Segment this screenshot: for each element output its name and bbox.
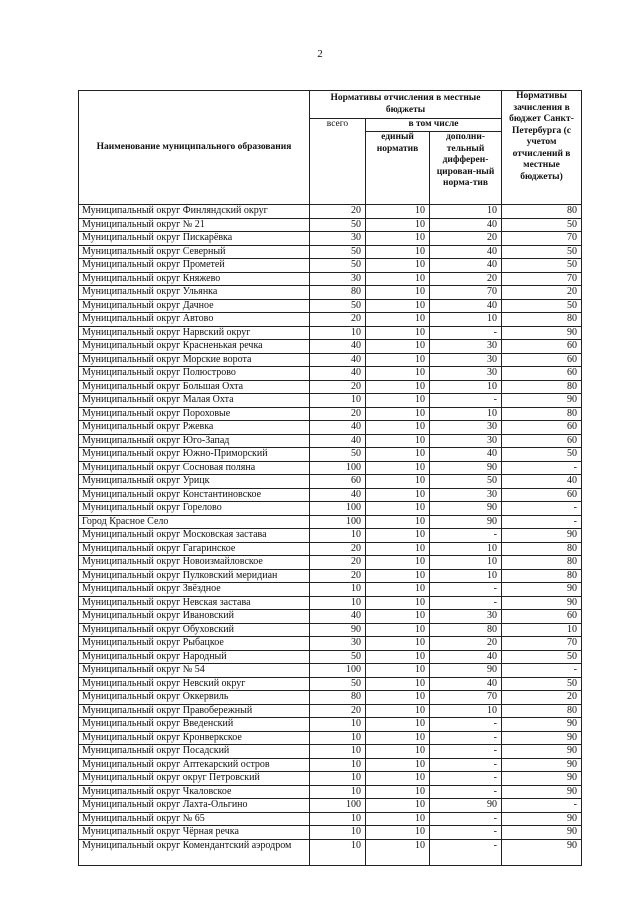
spb-norm-cell: - — [502, 799, 582, 813]
municipality-name-cell: Муниципальный округ Финляндский округ — [79, 205, 310, 219]
table-row — [79, 421, 582, 435]
additional-norm-cell: 20 — [430, 232, 502, 246]
table-row — [79, 488, 582, 502]
spb-norm-cell: 90 — [502, 731, 582, 745]
additional-norm-cell: 30 — [430, 367, 502, 381]
spb-norm-cell: 60 — [502, 340, 582, 354]
municipality-name-cell: Муниципальный округ Нарвский округ — [79, 326, 310, 340]
unified-norm-cell: 10 — [366, 758, 430, 772]
total-norm-cell: 20 — [310, 380, 366, 394]
total-norm-cell: 40 — [310, 610, 366, 624]
spb-norm-cell: 80 — [502, 556, 582, 570]
table-row — [79, 205, 582, 219]
table-row — [79, 353, 582, 367]
municipality-name-cell: Муниципальный округ Автово — [79, 313, 310, 327]
header-additional-norm: дополни-тельный дифферен-цирован-ный норма-тив — [430, 132, 502, 205]
table-row — [79, 461, 582, 475]
table-row — [79, 569, 582, 583]
municipality-name-cell: Муниципальный округ № 54 — [79, 664, 310, 678]
total-norm-cell: 10 — [310, 745, 366, 759]
table-row — [79, 299, 582, 313]
additional-norm-cell: - — [430, 583, 502, 597]
municipality-name-cell: Муниципальный округ Кронверкское — [79, 731, 310, 745]
table-row — [79, 799, 582, 813]
total-norm-cell: 10 — [310, 758, 366, 772]
total-norm-cell: 10 — [310, 812, 366, 826]
additional-norm-cell: 20 — [430, 637, 502, 651]
municipality-name-cell: Муниципальный округ Большая Охта — [79, 380, 310, 394]
total-norm-cell: 10 — [310, 839, 366, 865]
spb-norm-cell: 80 — [502, 569, 582, 583]
municipality-name-cell: Муниципальный округ Обуховский — [79, 623, 310, 637]
unified-norm-cell: 10 — [366, 232, 430, 246]
table-row — [79, 772, 582, 786]
table-row — [79, 826, 582, 840]
header-spb-budget: Нормативы зачисления в бюджет Санкт-Петербурга (с учетом отчислений в местные бюджеты) — [502, 91, 582, 205]
spb-norm-cell: 60 — [502, 610, 582, 624]
municipality-name-cell: Муниципальный округ Правобережный — [79, 704, 310, 718]
table-row — [79, 839, 582, 865]
total-norm-cell: 20 — [310, 205, 366, 219]
additional-norm-cell: 10 — [430, 556, 502, 570]
total-norm-cell: 40 — [310, 434, 366, 448]
spb-norm-cell: 50 — [502, 245, 582, 259]
total-norm-cell: 50 — [310, 448, 366, 462]
table-row — [79, 245, 582, 259]
total-norm-cell: 40 — [310, 488, 366, 502]
total-norm-cell: 20 — [310, 569, 366, 583]
additional-norm-cell: - — [430, 718, 502, 732]
additional-norm-cell: 90 — [430, 799, 502, 813]
municipality-name-cell: Муниципальный округ Оккервиль — [79, 691, 310, 705]
spb-norm-cell: 50 — [502, 299, 582, 313]
municipality-name-cell: Муниципальный округ Аптекарский остров — [79, 758, 310, 772]
spb-norm-cell: 50 — [502, 218, 582, 232]
additional-norm-cell: 10 — [430, 542, 502, 556]
additional-norm-cell: 70 — [430, 691, 502, 705]
total-norm-cell: 80 — [310, 286, 366, 300]
additional-norm-cell: - — [430, 529, 502, 543]
table-row — [79, 583, 582, 597]
total-norm-cell: 50 — [310, 677, 366, 691]
budget-norms-table — [78, 90, 582, 866]
spb-norm-cell: 90 — [502, 745, 582, 759]
spb-norm-cell: 80 — [502, 313, 582, 327]
additional-norm-cell: - — [430, 731, 502, 745]
total-norm-cell: 60 — [310, 475, 366, 489]
unified-norm-cell: 10 — [366, 691, 430, 705]
municipality-name-cell: Муниципальный округ Народный — [79, 650, 310, 664]
total-norm-cell: 40 — [310, 340, 366, 354]
unified-norm-cell: 10 — [366, 205, 430, 219]
total-norm-cell: 30 — [310, 232, 366, 246]
header-including: в том числе — [366, 119, 502, 132]
additional-norm-cell: 70 — [430, 286, 502, 300]
unified-norm-cell: 10 — [366, 313, 430, 327]
total-norm-cell: 50 — [310, 259, 366, 273]
unified-norm-cell: 10 — [366, 839, 430, 865]
additional-norm-cell: 30 — [430, 488, 502, 502]
table-row — [79, 785, 582, 799]
unified-norm-cell: 10 — [366, 529, 430, 543]
unified-norm-cell: 10 — [366, 704, 430, 718]
total-norm-cell: 10 — [310, 583, 366, 597]
unified-norm-cell: 10 — [366, 650, 430, 664]
municipality-name-cell: Муниципальный округ Южно-Приморский — [79, 448, 310, 462]
unified-norm-cell: 10 — [366, 272, 430, 286]
table-row — [79, 596, 582, 610]
table-row — [79, 731, 582, 745]
additional-norm-cell: 30 — [430, 353, 502, 367]
additional-norm-cell: 30 — [430, 434, 502, 448]
municipality-name-cell: Муниципальный округ Горелово — [79, 502, 310, 516]
header-local-budgets: Нормативы отчисления в местные бюджеты — [310, 91, 502, 119]
total-norm-cell: 40 — [310, 367, 366, 381]
municipality-name-cell: Муниципальный округ Прометей — [79, 259, 310, 273]
additional-norm-cell: 30 — [430, 610, 502, 624]
unified-norm-cell: 10 — [366, 340, 430, 354]
unified-norm-cell: 10 — [366, 583, 430, 597]
unified-norm-cell: 10 — [366, 448, 430, 462]
unified-norm-cell: 10 — [366, 785, 430, 799]
additional-norm-cell: - — [430, 785, 502, 799]
table-row — [79, 718, 582, 732]
total-norm-cell: 100 — [310, 461, 366, 475]
total-norm-cell: 20 — [310, 407, 366, 421]
municipality-name-cell: Муниципальный округ Комендантский аэродром — [79, 839, 310, 865]
total-norm-cell: 50 — [310, 650, 366, 664]
total-norm-cell: 20 — [310, 556, 366, 570]
spb-norm-cell: 50 — [502, 448, 582, 462]
additional-norm-cell: 90 — [430, 502, 502, 516]
total-norm-cell: 10 — [310, 394, 366, 408]
table-row — [79, 745, 582, 759]
additional-norm-cell: - — [430, 772, 502, 786]
header-total: всего — [310, 119, 366, 205]
unified-norm-cell: 10 — [366, 610, 430, 624]
total-norm-cell: 90 — [310, 623, 366, 637]
table-row — [79, 515, 582, 529]
total-norm-cell: 10 — [310, 596, 366, 610]
unified-norm-cell: 10 — [366, 421, 430, 435]
municipality-name-cell: Муниципальный округ Княжево — [79, 272, 310, 286]
total-norm-cell: 50 — [310, 299, 366, 313]
unified-norm-cell: 10 — [366, 394, 430, 408]
spb-norm-cell: 90 — [502, 758, 582, 772]
unified-norm-cell: 10 — [366, 502, 430, 516]
spb-norm-cell: 80 — [502, 205, 582, 219]
unified-norm-cell: 10 — [366, 380, 430, 394]
municipality-name-cell: Муниципальный округ Морские ворота — [79, 353, 310, 367]
unified-norm-cell: 10 — [366, 637, 430, 651]
spb-norm-cell: - — [502, 515, 582, 529]
municipality-name-cell: Муниципальный округ Звёздное — [79, 583, 310, 597]
municipality-name-cell: Муниципальный округ Полюстрово — [79, 367, 310, 381]
table-row — [79, 286, 582, 300]
spb-norm-cell: 90 — [502, 583, 582, 597]
total-norm-cell: 10 — [310, 529, 366, 543]
total-norm-cell: 80 — [310, 691, 366, 705]
unified-norm-cell: 10 — [366, 826, 430, 840]
additional-norm-cell: 10 — [430, 380, 502, 394]
additional-norm-cell: 50 — [430, 475, 502, 489]
spb-norm-cell: - — [502, 664, 582, 678]
unified-norm-cell: 10 — [366, 299, 430, 313]
spb-norm-cell: 10 — [502, 623, 582, 637]
spb-norm-cell: - — [502, 461, 582, 475]
municipality-name-cell: Муниципальный округ № 65 — [79, 812, 310, 826]
table-row — [79, 677, 582, 691]
total-norm-cell: 100 — [310, 799, 366, 813]
unified-norm-cell: 10 — [366, 286, 430, 300]
table-row — [79, 313, 582, 327]
unified-norm-cell: 10 — [366, 812, 430, 826]
table-row — [79, 556, 582, 570]
total-norm-cell: 40 — [310, 421, 366, 435]
additional-norm-cell: 90 — [430, 461, 502, 475]
page-number: 2 — [317, 48, 323, 60]
spb-norm-cell: 80 — [502, 380, 582, 394]
additional-norm-cell: - — [430, 826, 502, 840]
total-norm-cell: 50 — [310, 218, 366, 232]
total-norm-cell: 10 — [310, 826, 366, 840]
table-row — [79, 637, 582, 651]
table-row — [79, 326, 582, 340]
unified-norm-cell: 10 — [366, 407, 430, 421]
table-row — [79, 407, 582, 421]
municipality-name-cell: Муниципальный округ Невский округ — [79, 677, 310, 691]
additional-norm-cell: 30 — [430, 421, 502, 435]
municipality-name-cell: Муниципальный округ Чёрная речка — [79, 826, 310, 840]
table-row — [79, 434, 582, 448]
table-row — [79, 394, 582, 408]
unified-norm-cell: 10 — [366, 596, 430, 610]
unified-norm-cell: 10 — [366, 353, 430, 367]
additional-norm-cell: - — [430, 812, 502, 826]
additional-norm-cell: - — [430, 326, 502, 340]
spb-norm-cell: 90 — [502, 718, 582, 732]
additional-norm-cell: 10 — [430, 205, 502, 219]
municipality-name-cell: Муниципальный округ Введенский — [79, 718, 310, 732]
additional-norm-cell: - — [430, 758, 502, 772]
total-norm-cell: 20 — [310, 704, 366, 718]
spb-norm-cell: 90 — [502, 394, 582, 408]
total-norm-cell: 10 — [310, 731, 366, 745]
header-unified-norm: единый норматив — [366, 132, 430, 205]
table-row — [79, 367, 582, 381]
additional-norm-cell: 40 — [430, 448, 502, 462]
table-row — [79, 448, 582, 462]
total-norm-cell: 50 — [310, 245, 366, 259]
total-norm-cell: 100 — [310, 664, 366, 678]
municipality-name-cell: Муниципальный округ Чкаловское — [79, 785, 310, 799]
municipality-name-cell: Муниципальный округ Рыбацкое — [79, 637, 310, 651]
table-row — [79, 758, 582, 772]
municipality-name-cell: Муниципальный округ Малая Охта — [79, 394, 310, 408]
additional-norm-cell: 30 — [430, 340, 502, 354]
spb-norm-cell: 90 — [502, 839, 582, 865]
spb-norm-cell: 60 — [502, 488, 582, 502]
additional-norm-cell: 40 — [430, 677, 502, 691]
unified-norm-cell: 10 — [366, 515, 430, 529]
unified-norm-cell: 10 — [366, 218, 430, 232]
spb-norm-cell: 90 — [502, 596, 582, 610]
municipality-name-cell: Муниципальный округ Пискарёвка — [79, 232, 310, 246]
spb-norm-cell: 90 — [502, 785, 582, 799]
spb-norm-cell: 80 — [502, 542, 582, 556]
municipality-name-cell: Город Красное Село — [79, 515, 310, 529]
additional-norm-cell: 90 — [430, 664, 502, 678]
unified-norm-cell: 10 — [366, 461, 430, 475]
table-body — [79, 205, 582, 866]
unified-norm-cell: 10 — [366, 434, 430, 448]
spb-norm-cell: 50 — [502, 677, 582, 691]
total-norm-cell: 10 — [310, 326, 366, 340]
municipality-name-cell: Муниципальный округ Лахта-Ольгино — [79, 799, 310, 813]
municipality-name-cell: Муниципальный округ Сосновая поляна — [79, 461, 310, 475]
additional-norm-cell: - — [430, 839, 502, 865]
table-row — [79, 704, 582, 718]
unified-norm-cell: 10 — [366, 259, 430, 273]
spb-norm-cell: 60 — [502, 367, 582, 381]
spb-norm-cell: 70 — [502, 272, 582, 286]
table-row — [79, 664, 582, 678]
spb-norm-cell: 80 — [502, 704, 582, 718]
spb-norm-cell: 60 — [502, 434, 582, 448]
unified-norm-cell: 10 — [366, 245, 430, 259]
municipality-name-cell: Муниципальный округ Ржевка — [79, 421, 310, 435]
table-row — [79, 475, 582, 489]
additional-norm-cell: 10 — [430, 407, 502, 421]
table-row — [79, 650, 582, 664]
municipality-name-cell: Муниципальный округ Константиновское — [79, 488, 310, 502]
spb-norm-cell: 90 — [502, 326, 582, 340]
unified-norm-cell: 10 — [366, 556, 430, 570]
spb-norm-cell: 20 — [502, 691, 582, 705]
unified-norm-cell: 10 — [366, 745, 430, 759]
additional-norm-cell: 20 — [430, 272, 502, 286]
additional-norm-cell: 40 — [430, 299, 502, 313]
spb-norm-cell: 80 — [502, 407, 582, 421]
unified-norm-cell: 10 — [366, 326, 430, 340]
total-norm-cell: 20 — [310, 313, 366, 327]
unified-norm-cell: 10 — [366, 475, 430, 489]
table-row — [79, 610, 582, 624]
total-norm-cell: 40 — [310, 353, 366, 367]
total-norm-cell: 30 — [310, 272, 366, 286]
spb-norm-cell: 60 — [502, 421, 582, 435]
unified-norm-cell: 10 — [366, 569, 430, 583]
unified-norm-cell: 10 — [366, 677, 430, 691]
spb-norm-cell: 50 — [502, 259, 582, 273]
spb-norm-cell: 70 — [502, 232, 582, 246]
municipality-name-cell: Муниципальный округ Ивановский — [79, 610, 310, 624]
additional-norm-cell: 40 — [430, 650, 502, 664]
municipality-name-cell: Муниципальный округ Новоизмайловское — [79, 556, 310, 570]
municipality-name-cell: Муниципальный округ Московская застава — [79, 529, 310, 543]
municipality-name-cell: Муниципальный округ Невская застава — [79, 596, 310, 610]
table-row — [79, 272, 582, 286]
municipality-name-cell: Муниципальный округ Пороховые — [79, 407, 310, 421]
unified-norm-cell: 10 — [366, 664, 430, 678]
table-row — [79, 380, 582, 394]
spb-norm-cell: 90 — [502, 772, 582, 786]
table-row — [79, 218, 582, 232]
unified-norm-cell: 10 — [366, 772, 430, 786]
spb-norm-cell: 20 — [502, 286, 582, 300]
municipality-name-cell: Муниципальный округ Урицк — [79, 475, 310, 489]
table-row — [79, 232, 582, 246]
table-row — [79, 529, 582, 543]
unified-norm-cell: 10 — [366, 718, 430, 732]
municipality-name-cell: Муниципальный округ Северный — [79, 245, 310, 259]
municipality-name-cell: Муниципальный округ № 21 — [79, 218, 310, 232]
municipality-name-cell: Муниципальный округ Посадский — [79, 745, 310, 759]
total-norm-cell: 30 — [310, 637, 366, 651]
additional-norm-cell: - — [430, 745, 502, 759]
additional-norm-cell: 40 — [430, 245, 502, 259]
total-norm-cell: 20 — [310, 542, 366, 556]
table-row — [79, 623, 582, 637]
municipality-name-cell: Муниципальный округ Ульянка — [79, 286, 310, 300]
spb-norm-cell: 40 — [502, 475, 582, 489]
total-norm-cell: 10 — [310, 772, 366, 786]
total-norm-cell: 100 — [310, 502, 366, 516]
table-row — [79, 542, 582, 556]
table-header — [79, 91, 582, 205]
total-norm-cell: 100 — [310, 515, 366, 529]
total-norm-cell: 10 — [310, 718, 366, 732]
table-row — [79, 812, 582, 826]
additional-norm-cell: - — [430, 394, 502, 408]
additional-norm-cell: - — [430, 596, 502, 610]
table-row — [79, 259, 582, 273]
additional-norm-cell: 80 — [430, 623, 502, 637]
additional-norm-cell: 90 — [430, 515, 502, 529]
unified-norm-cell: 10 — [366, 731, 430, 745]
additional-norm-cell: 10 — [430, 704, 502, 718]
table-row — [79, 691, 582, 705]
table-row — [79, 502, 582, 516]
header-name-column: Наименование муниципального образования — [79, 91, 310, 205]
municipality-name-cell: Муниципальный округ Юго-Запад — [79, 434, 310, 448]
municipality-name-cell: Муниципальный округ Дачное — [79, 299, 310, 313]
unified-norm-cell: 10 — [366, 367, 430, 381]
table-row — [79, 340, 582, 354]
spb-norm-cell: 60 — [502, 353, 582, 367]
additional-norm-cell: 10 — [430, 569, 502, 583]
municipality-name-cell: Муниципальный округ Красненькая речка — [79, 340, 310, 354]
unified-norm-cell: 10 — [366, 623, 430, 637]
spb-norm-cell: 70 — [502, 637, 582, 651]
unified-norm-cell: 10 — [366, 488, 430, 502]
municipality-name-cell: Муниципальный округ Гагаринское — [79, 542, 310, 556]
unified-norm-cell: 10 — [366, 542, 430, 556]
municipality-name-cell: Муниципальный округ округ Петровский — [79, 772, 310, 786]
spb-norm-cell: 90 — [502, 826, 582, 840]
spb-norm-cell: 90 — [502, 529, 582, 543]
additional-norm-cell: 40 — [430, 218, 502, 232]
spb-norm-cell: 50 — [502, 650, 582, 664]
spb-norm-cell: - — [502, 502, 582, 516]
additional-norm-cell: 40 — [430, 259, 502, 273]
unified-norm-cell: 10 — [366, 799, 430, 813]
spb-norm-cell: 90 — [502, 812, 582, 826]
municipality-name-cell: Муниципальный округ Пулковский меридиан — [79, 569, 310, 583]
total-norm-cell: 10 — [310, 785, 366, 799]
additional-norm-cell: 10 — [430, 313, 502, 327]
